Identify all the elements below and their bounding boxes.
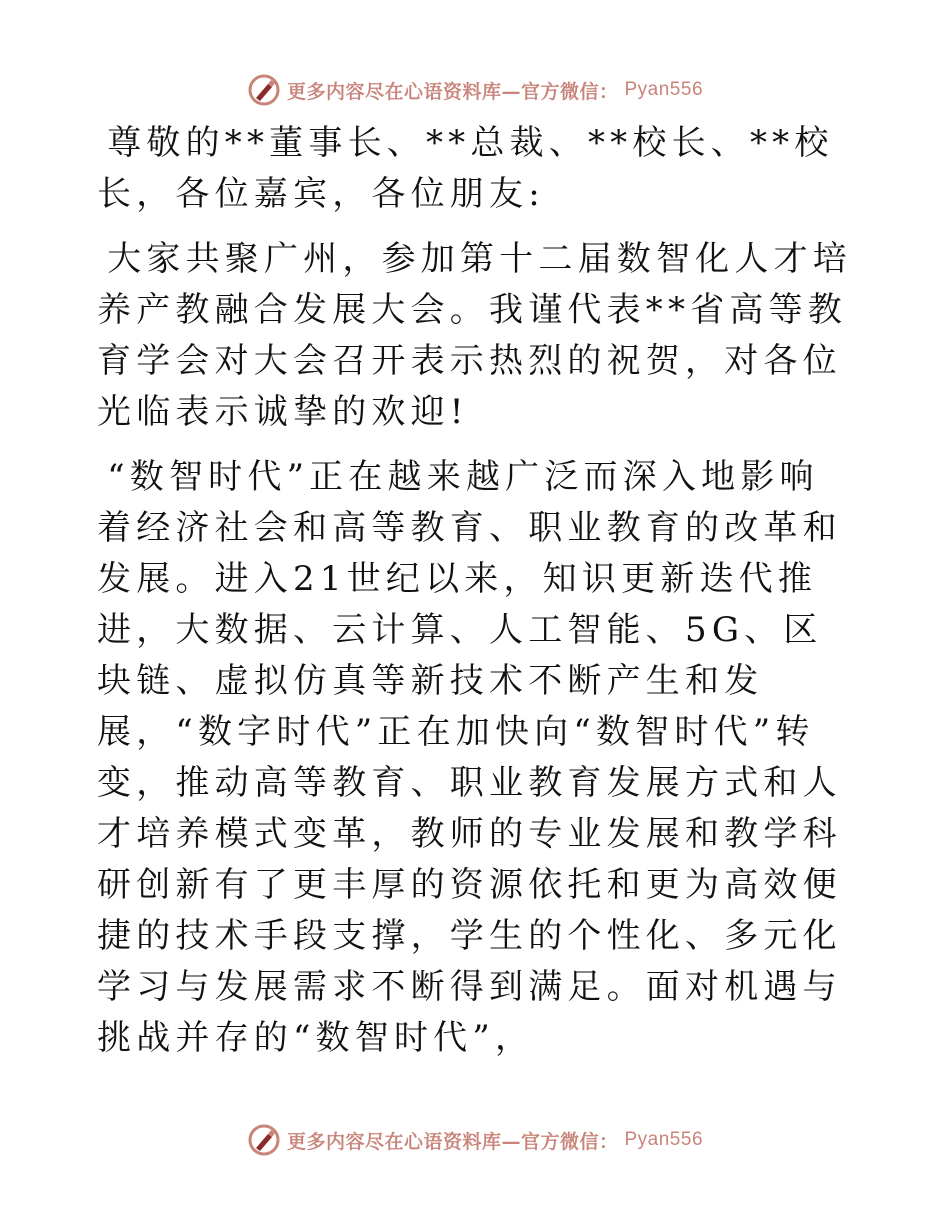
- header-banner-text: 更多内容尽在心语资料库—官方微信：: [286, 80, 619, 103]
- footer-banner-text: 更多内容尽在心语资料库—官方微信：: [286, 1130, 619, 1153]
- footer-watermark-banner: [0, 1118, 950, 1162]
- header-watermark-banner: [0, 68, 950, 112]
- speech-body: [97, 118, 853, 1064]
- salutation-paragraph: 尊敬的**董事长、**总裁、**校长、**校长，各位嘉宾，各位朋友:: [97, 123, 834, 214]
- footer-banner-contact: Pyan556: [624, 1129, 704, 1150]
- welcome-paragraph: 大家共聚广州，参加第十二届数智化人才培养产教融合发展大会。我谨代表**省高等教育学会对大会召开表示热烈的祝贺，对各位光临表示诚挚的欢迎!: [97, 239, 852, 432]
- pen-circle-logo-icon: [247, 1123, 281, 1157]
- pen-circle-logo-icon: [247, 73, 281, 107]
- header-banner-contact: Pyan556: [624, 79, 704, 100]
- digital-era-paragraph: “数智时代”正在越来越广泛而深入地影响着经济社会和高等教育、职业教育的改革和发展。进入21世纪以来，知识更新迭代推进，大数据、云计算、人工智能、5G、区块链、虚拟仿真等新技术不断产生和发展，“数字时代”正在加快向“数智时代”转变，推动高等教育、职业教育发展方式和人才培养模式变革，教师的专业发展和教学科研创新有了更丰厚的资源依托和更为高效便捷的技术手段支撑，学生的个性化、多元化学习与发展需求不断得到满足。面对机遇与挑战并存的“数智时代”，: [97, 457, 842, 1058]
